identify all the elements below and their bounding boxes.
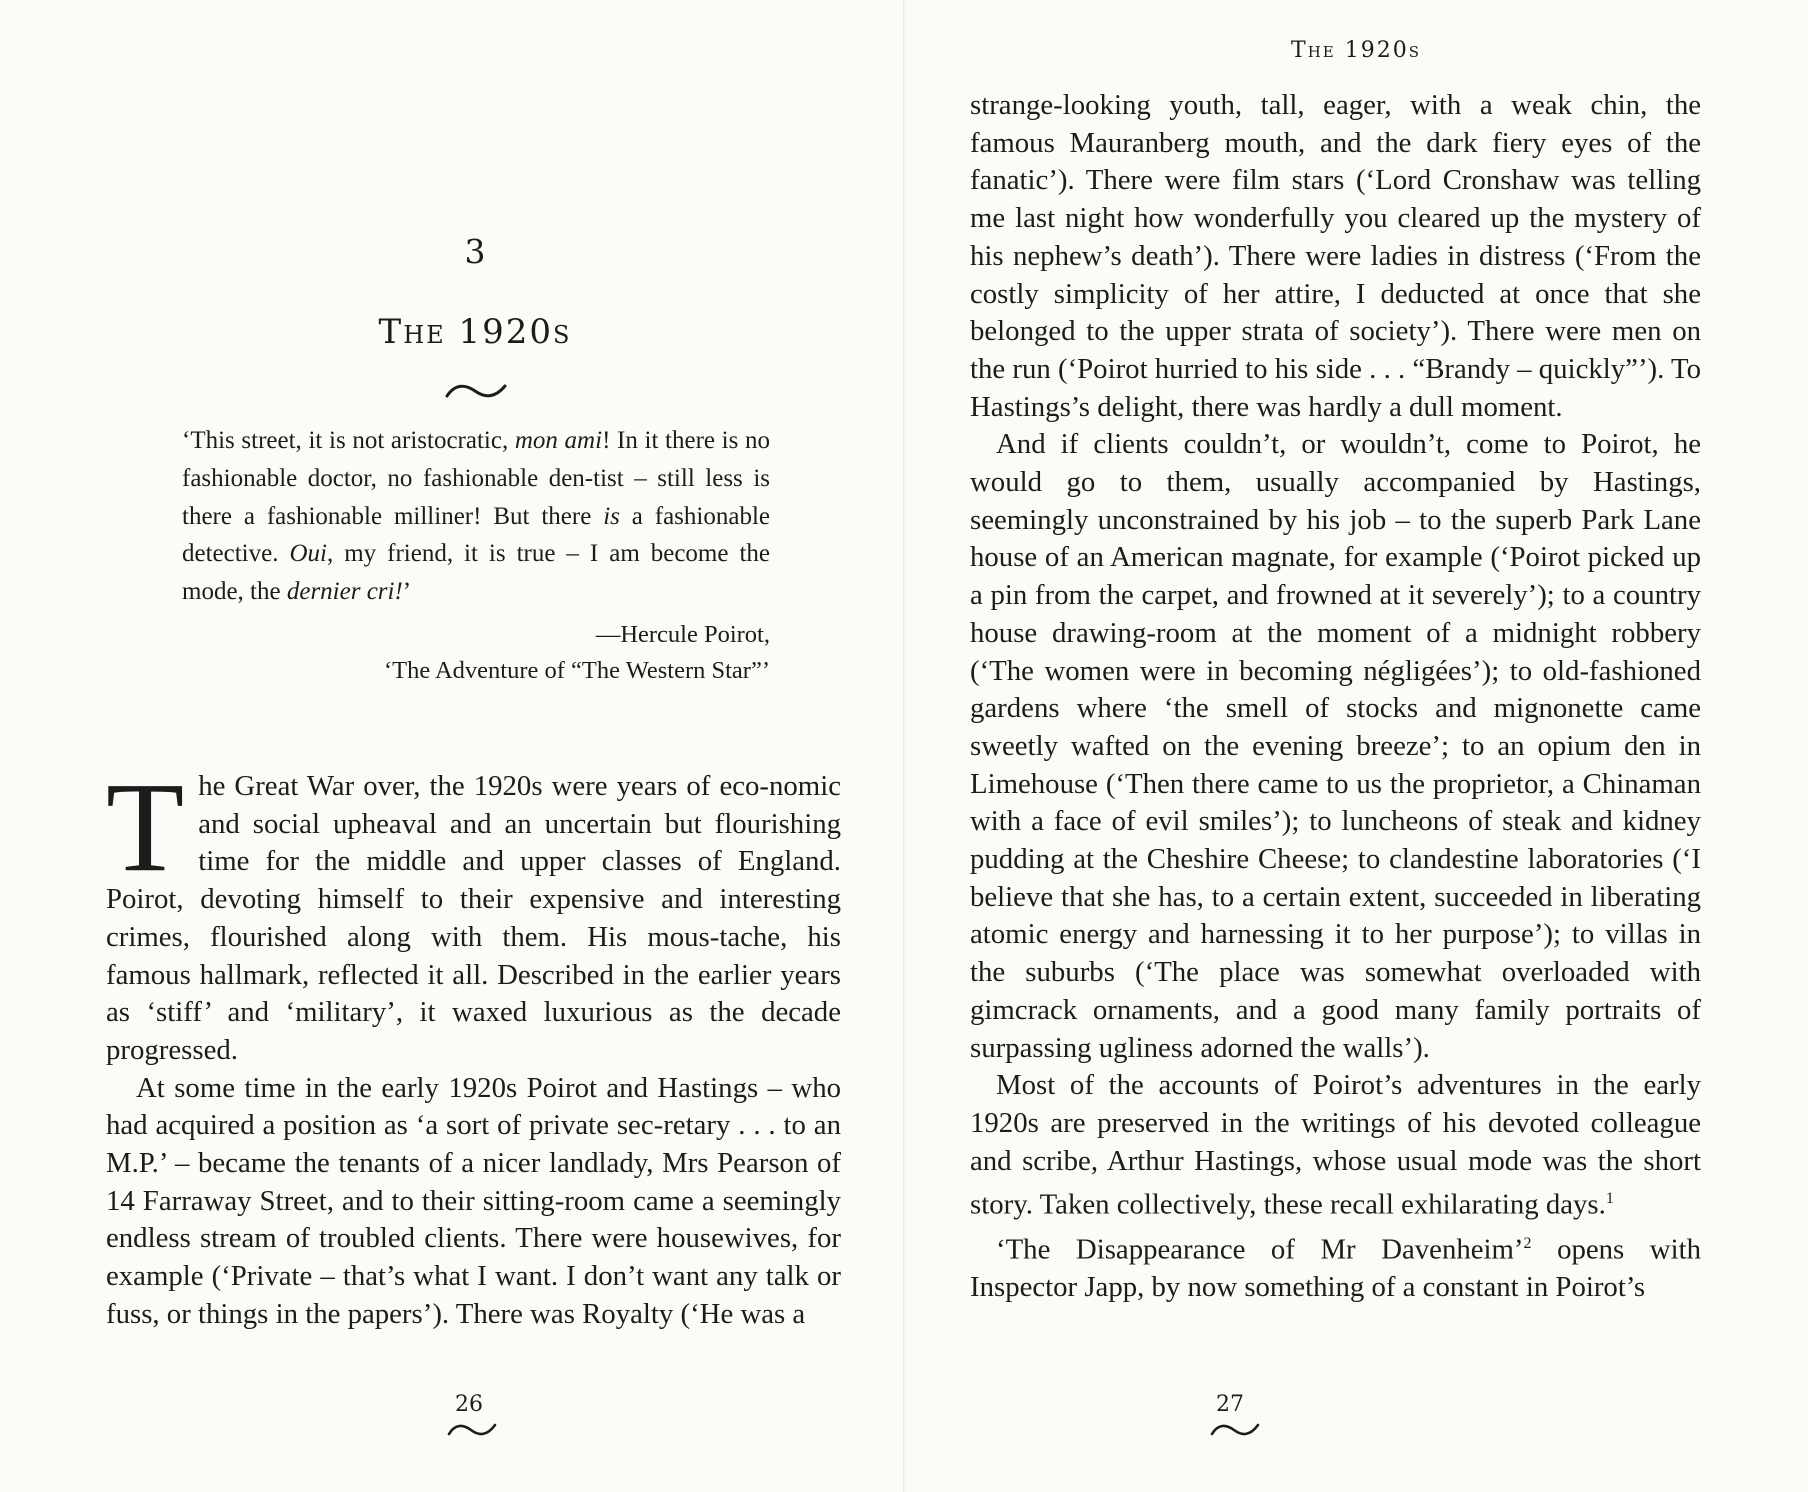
right-page — [904, 0, 1808, 1492]
footnote-marker[interactable]: 1 — [1605, 1190, 1614, 1208]
paragraph: strange-looking youth, tall, eager, with a weak chin, the famous Mauranberg mouth, and the dark fiery eyes of the fanatic’). There were film stars (‘Lord Cronshaw was telling me last night how wonderfully you cleared up the mystery of his nephew’s death’). There were ladies in distress (‘From the costly simplicity of her attire, I deducted at once that she belonged to the upper strata of society’). There were men on the run (‘Poirot hurried to his side . . . “Brandy – quickly”’). To Hastings’s delight, there was hardly a dull moment. — [970, 89, 1701, 423]
epigraph-attribution-speaker: —Hercule Poirot, — [595, 621, 770, 648]
page-number: 26 — [455, 1392, 483, 1417]
folio-swash-icon — [447, 1420, 497, 1440]
chapter-title — [0, 310, 950, 354]
paragraph-text: he Great War over, the 1920s were years of eco-nomic and social upheaval and an uncertain but flourishing time for the middle and upper classes of England. Poirot, devoting himself to their expensive and interesting crimes, flourished along with them. His mous-tache, his famous hallmark, reflected it all. Described in the earlier years as ‘stiff’ and ‘military’, it waxed luxurious as the decade progressed. — [106, 770, 841, 1066]
footnote-marker[interactable]: 2 — [1523, 1234, 1532, 1252]
page-number: 27 — [1216, 1392, 1244, 1417]
epigraph-text: a fashionable detective. — [182, 502, 770, 568]
epigraph — [182, 422, 770, 684]
paragraph-text: Most of the accounts of Poirot’s adventures in the early 1920s are preserved in the writings of his devoted colleague and scribe, Arthur Hastings, whose usual mode was the short story. Taken collectively, these recall exhilarating days. — [970, 1069, 1701, 1221]
paragraph: At some time in the early 1920s Poirot and Hastings – who had acquired a position as ‘a sort of private sec-retary . . . to an M.P.’ – became the tenants of a nicer landlady, Mrs Pearson of 14 Farraway Street, and to their sitting-room came a seemingly endless stream of troubled clients. There were housewives, for example (‘Private – that’s what I want. I don’t want any talk or fuss, or things in the papers’). There was Royalty (‘He was a — [106, 1071, 841, 1330]
epigraph-quote — [182, 422, 770, 611]
epigraph-text: ‘This street, it is not aristocratic, — [182, 427, 515, 454]
epigraph-attribution-source: ‘The Adventure of “The Western Star”’ — [383, 657, 770, 684]
chapter-title-text: The 1920s — [378, 312, 572, 352]
chapter-number: 3 — [464, 232, 486, 271]
epigraph-text: ! In it there is no fashionable doctor, no fashionable den-tist – still less is there a fashionable milliner! But there — [182, 427, 770, 530]
epigraph-text: ’ — [402, 578, 412, 606]
running-head-text: The 1920s — [1291, 38, 1421, 63]
epigraph-italic: dernier cri! — [286, 578, 403, 606]
epigraph-italic: is — [603, 502, 620, 530]
left-body-text — [106, 756, 841, 1334]
paragraph — [970, 1225, 1701, 1307]
folio-swash-icon — [1210, 1420, 1260, 1440]
paragraph — [106, 756, 841, 1070]
swash-ornament-icon — [445, 380, 507, 402]
paragraph: And if clients couldn’t, or wouldn’t, come to Poirot, he would go to them, usually accompanied by Hastings, seemingly unconstrained by his job – to the superb Park Lane house of an American magnate, for example (‘Poirot picked up a pin from the carpet, and frowned at it severely’); to a country house drawing-room at the moment of a midnight robbery (‘The women were in becoming négligées’); to old-fashioned gardens where ‘the smell of stocks and mignonette came sweetly wafted on the evening breeze’; to an opium den in Limehouse (‘Then there came to us the proprietor, a Chinaman with a face of evil smiles’); to luncheons of steak and kidney pudding at the Cheshire Cheese; to clandestine laboratories (‘I believe that she has, to a certain extent, succeeded in liberating atomic energy and harnessing it to her purpose’); to villas in the suburbs (‘The place was somewhat overloaded with gimcrack ornaments, and a good many family portraits of surpassing ugliness adorned the walls’). — [970, 428, 1701, 1064]
epigraph-italic: Oui — [289, 540, 327, 568]
running-head — [904, 36, 1808, 66]
right-body-text — [970, 87, 1701, 1307]
epigraph-text: , my friend, it is true – I am become the mode, the — [182, 540, 770, 606]
epigraph-italic: mon ami — [514, 427, 603, 454]
paragraph-text: opens with Inspector Japp, by now something of a constant in Poirot’s — [970, 1233, 1701, 1303]
paragraph — [970, 1067, 1701, 1224]
paragraph-text: ‘The Disappearance of Mr Davenheim’ — [996, 1233, 1524, 1266]
drop-cap: T — [106, 756, 185, 898]
